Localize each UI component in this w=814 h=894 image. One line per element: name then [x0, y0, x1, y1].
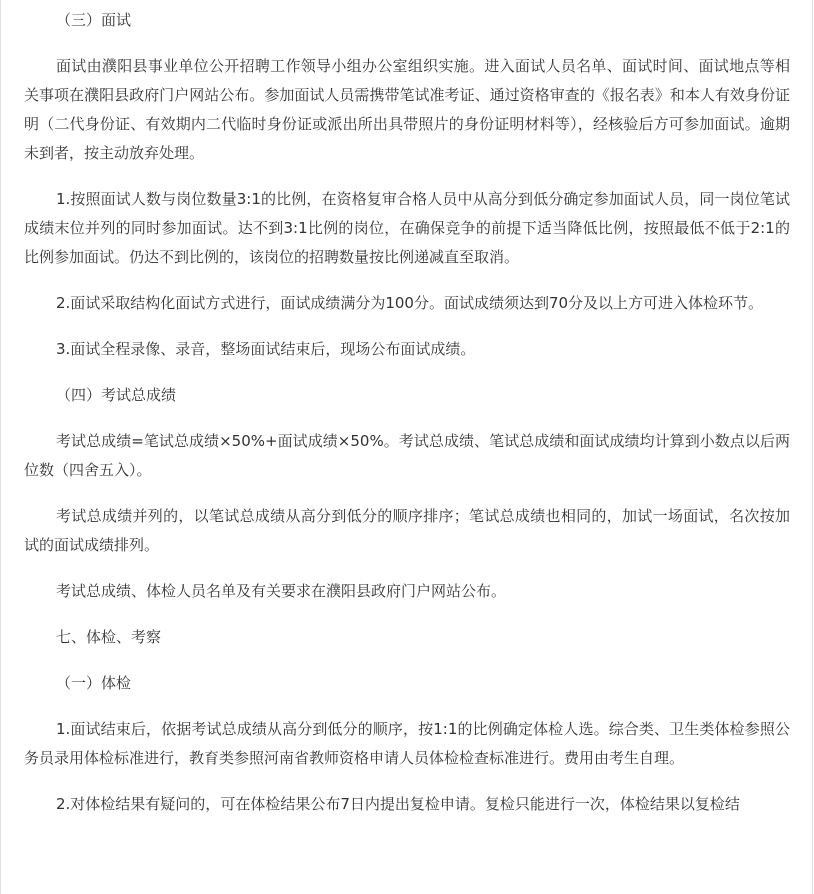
- right-frame-divider: [812, 0, 813, 894]
- section-physical-title: （一）体检: [56, 674, 132, 692]
- section-total-title: （四）考试总成绩: [56, 386, 177, 404]
- section-total-paragraph-1: 考试总成绩=笔试总成绩×50%+面试成绩×50%。考试总成绩、笔试总成绩和面试成绩均计算到小数点以后两位数（四舍五入）。: [24, 432, 790, 479]
- section-total-paragraph-3: 考试总成绩、体检人员名单及有关要求在濮阳县政府门户网站公布。: [56, 582, 507, 600]
- section-interview-item-1: 1.按照面试人数与岗位数量3:1的比例，在资格复审合格人员中从高分到低分确定参加面试人员，同一岗位笔试成绩末位并列的同时参加面试。达不到3:1比例的岗位，在确保竞争的前提下适当降低比例，按照最低不低于2:1的比例参加面试。仍达不到比例的，该岗位的招聘数量按比例递减直至取消。: [24, 190, 790, 266]
- section-interview-title: （三）面试: [56, 11, 132, 29]
- section-total-paragraph-2: 考试总成绩并列的，以笔试总成绩从高分到低分的顺序排序；笔试总成绩也相同的，加试一场面试，名次按加试的面试成绩排列。: [24, 507, 790, 554]
- left-frame-divider: [0, 0, 1, 894]
- section-interview-paragraph: 面试由濮阳县事业单位公开招聘工作领导小组办公室组织实施。进入面试人员名单、面试时间、面试地点等相关事项在濮阳县政府门户网站公布。参加面试人员需携带笔试准考证、通过资格审查的《报名表》和本人有效身份证明（二代身份证、有效期内二代临时身份证或派出所出具带照片的身份证明材料等），经核验后方可参加面试。逾期未到者，按主动放弃处理。: [24, 57, 790, 162]
- section-physical-item-2: 2.对体检结果有疑问的，可在体检结果公布7日内提出复检申请。复检只能进行一次，体检结果以复检结: [56, 795, 740, 813]
- section-physical-item-1: 1.面试结束后，依据考试总成绩从高分到低分的顺序，按1:1的比例确定体检人选。综合类、卫生类体检参照公务员录用体检标准进行，教育类参照河南省教师资格申请人员体检检查标准进行。费用由考生自理。: [24, 720, 790, 767]
- section-interview-item-2: 2.面试采取结构化面试方式进行，面试成绩满分为100分。面试成绩须达到70分及以上方可进入体检环节。: [56, 294, 764, 312]
- section-interview-item-3: 3.面试全程录像、录音，整场面试结束后，现场公布面试成绩。: [56, 340, 476, 358]
- section-seven-title: 七、体检、考察: [56, 628, 162, 646]
